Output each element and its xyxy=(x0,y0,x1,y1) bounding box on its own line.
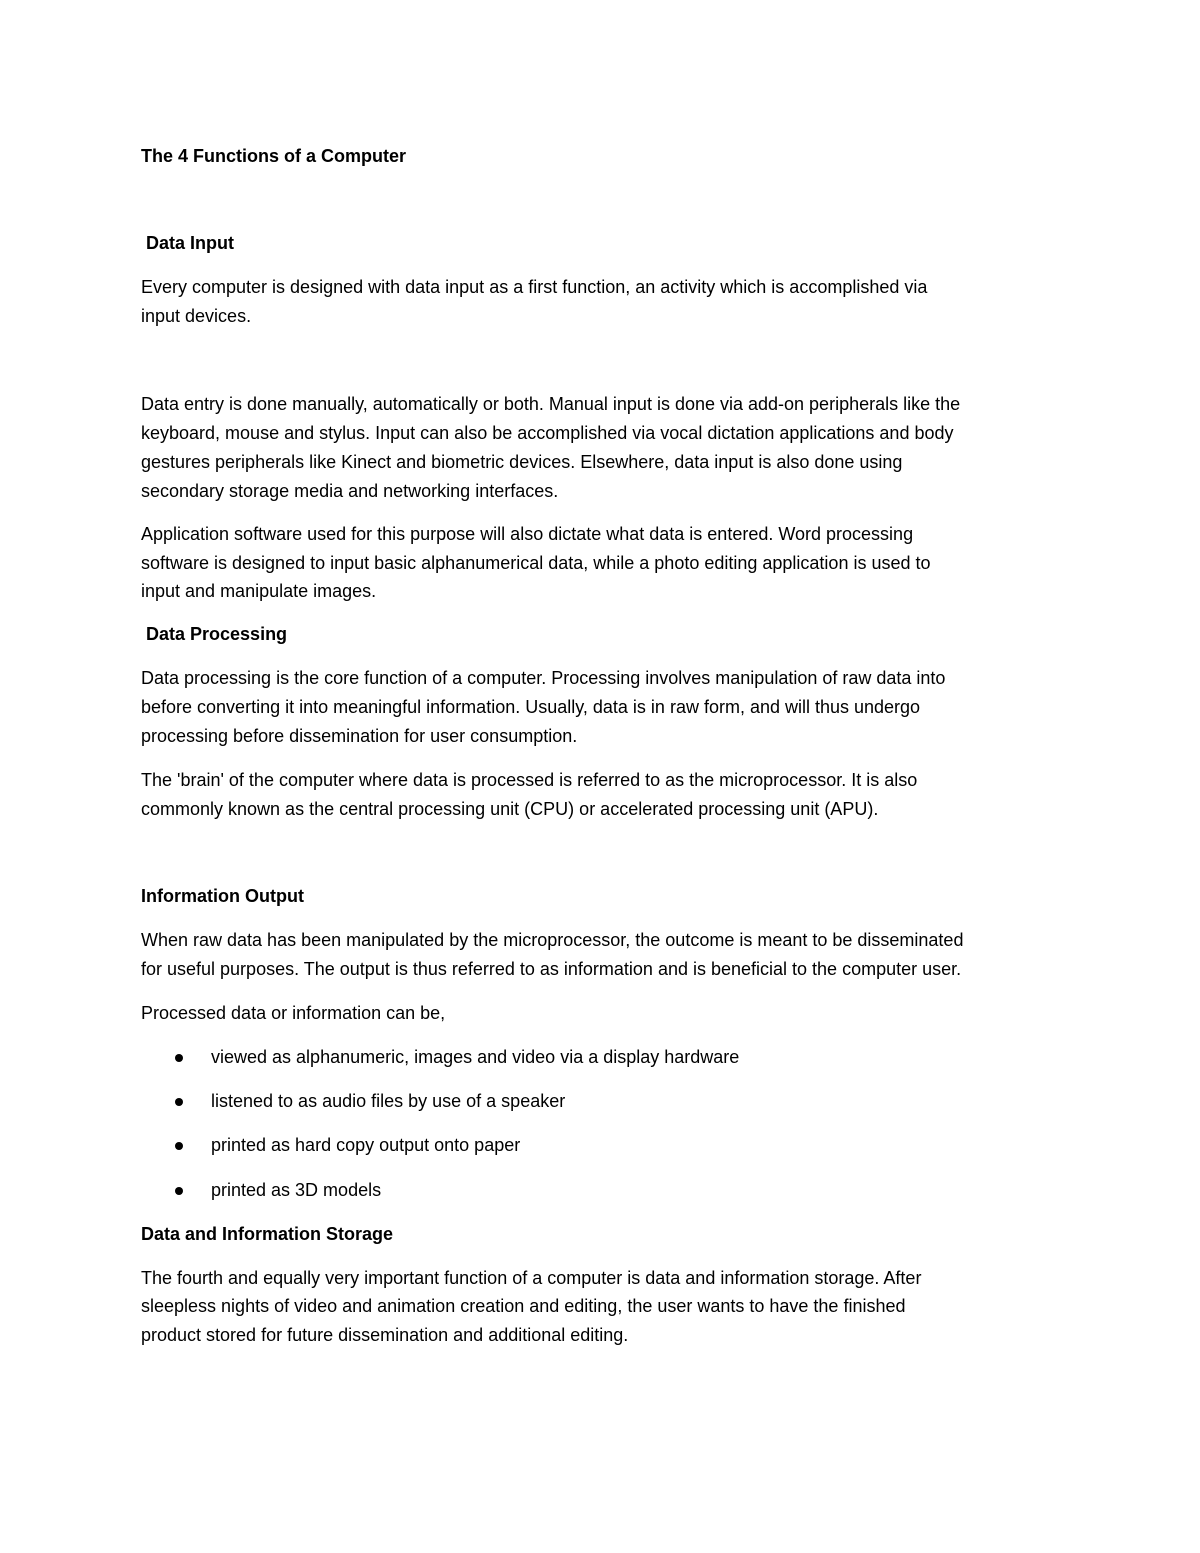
section-heading-data-input: Data Input xyxy=(146,233,234,253)
bullet-icon xyxy=(175,1187,183,1195)
list-item: printed as hard copy output onto paper xyxy=(211,1135,521,1155)
paragraph-line: keyboard, mouse and stylus. Input can also be accomplished via vocal dictation applications and body xyxy=(141,423,954,443)
list-item: viewed as alphanumeric, images and video via a display hardware xyxy=(211,1047,740,1067)
list-item: printed as 3D models xyxy=(211,1180,382,1200)
paragraph-line: The 'brain' of the computer where data is processed is referred to as the microprocessor. It is also xyxy=(141,770,918,790)
section-heading-data-storage: Data and Information Storage xyxy=(141,1224,394,1244)
section-heading-information-output: Information Output xyxy=(141,886,304,906)
document-title: The 4 Functions of a Computer xyxy=(141,146,407,166)
paragraph-line: The fourth and equally very important function of a computer is data and information storage. After xyxy=(141,1268,922,1288)
paragraph-line: input and manipulate images. xyxy=(141,581,377,601)
paragraph-line: Processed data or information can be, xyxy=(141,1003,446,1023)
paragraph-line: for useful purposes. The output is thus referred to as information and is beneficial to the computer user. xyxy=(141,959,962,979)
paragraph-line: Data entry is done manually, automatically or both. Manual input is done via add-on peripherals like the xyxy=(141,394,961,414)
paragraph-line: secondary storage media and networking interfaces. xyxy=(141,481,559,501)
paragraph-line: software is designed to input basic alphanumerical data, while a photo editing application is used to xyxy=(141,553,931,573)
paragraph-line: Data processing is the core function of a computer. Processing involves manipulation of raw data into xyxy=(141,668,946,688)
bullet-icon xyxy=(175,1098,183,1106)
paragraph-line: Every computer is designed with data input as a first function, an activity which is accomplished via xyxy=(141,277,928,297)
paragraph-line: commonly known as the central processing unit (CPU) or accelerated processing unit (APU). xyxy=(141,799,879,819)
list-item: listened to as audio files by use of a speaker xyxy=(211,1091,566,1111)
paragraph-line: product stored for future dissemination and additional editing. xyxy=(141,1325,629,1345)
bullet-icon xyxy=(175,1054,183,1062)
paragraph-line: gestures peripherals like Kinect and biometric devices. Elsewhere, data input is also done using xyxy=(141,452,903,472)
paragraph-line: When raw data has been manipulated by the microprocessor, the outcome is meant to be disseminated xyxy=(141,930,964,950)
paragraph-line: before converting it into meaningful information. Usually, data is in raw form, and will thus undergo xyxy=(141,697,921,717)
paragraph-line: Application software used for this purpose will also dictate what data is entered. Word processing xyxy=(141,524,914,544)
section-heading-data-processing: Data Processing xyxy=(146,624,288,644)
bullet-icon xyxy=(175,1142,183,1150)
paragraph-line: sleepless nights of video and animation creation and editing, the user wants to have the finished xyxy=(141,1296,906,1316)
paragraph-line: processing before dissemination for user consumption. xyxy=(141,726,578,746)
paragraph-line: input devices. xyxy=(141,306,252,326)
